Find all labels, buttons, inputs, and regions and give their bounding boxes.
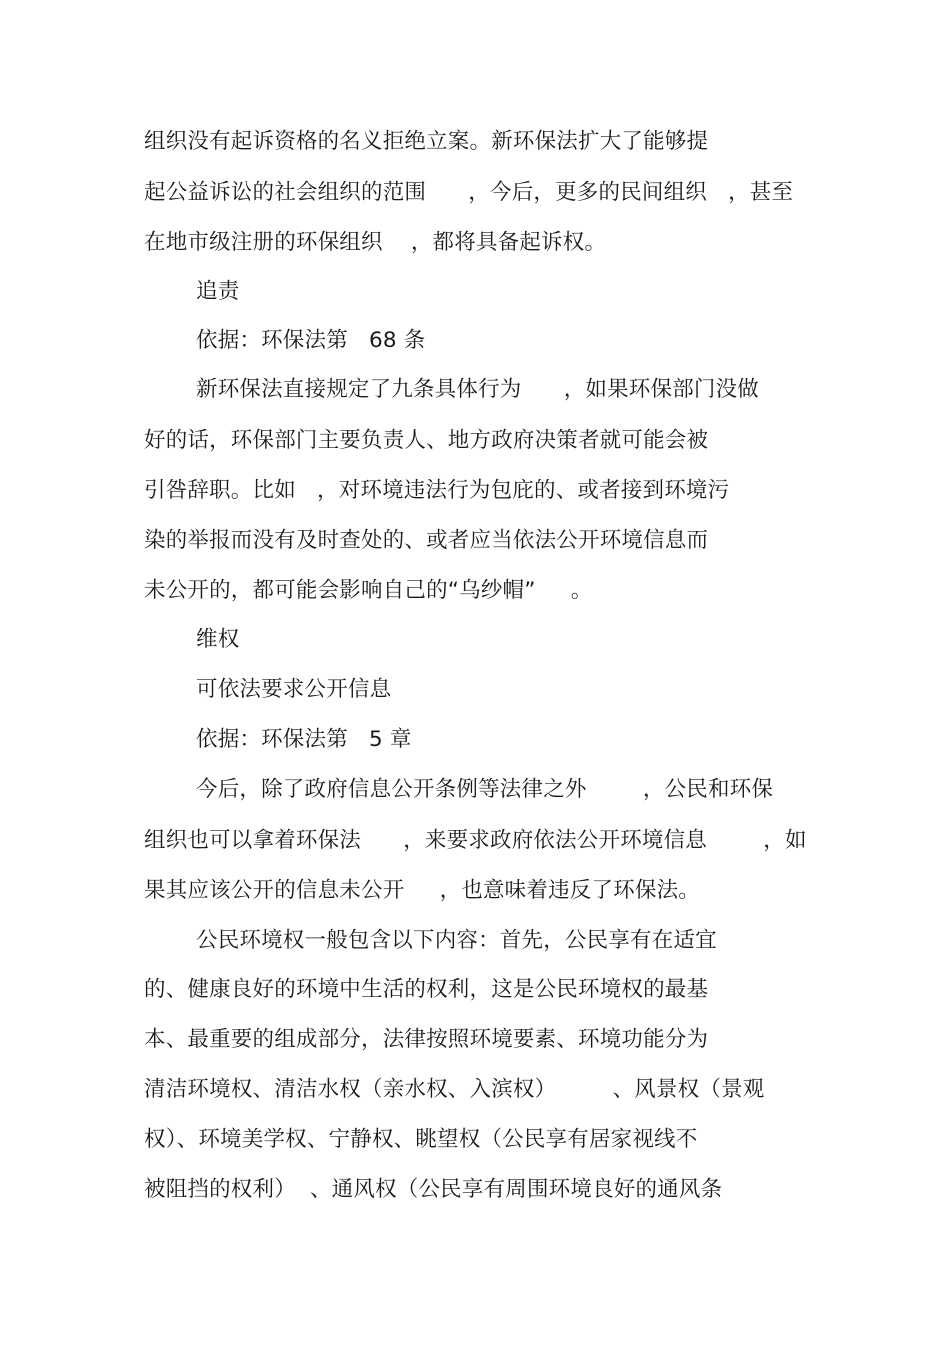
section-heading: 维权: [196, 627, 240, 652]
text-line: 清洁环境权、清洁水权（亲水权、入滨权） 、风景权（景观: [144, 1077, 765, 1102]
text-line: 的、健康良好的环境中生活的权利，这是公民环境权的最基: [144, 977, 709, 1002]
text-line: 染的举报而没有及时查处的、或者应当依法公开环境信息而: [144, 528, 709, 553]
text-line: 组织也可以拿着环保法 ，来要求政府依法公开环境信息 ，如: [144, 828, 807, 853]
legal-basis: 依据：环保法第 5 章: [196, 727, 412, 752]
text-line: 权）、环境美学权、宁静权、眺望权（公民享有居家视线不: [144, 1127, 698, 1152]
text-line: 公民环境权一般包含以下内容：首先，公民享有在适宜: [196, 928, 717, 953]
section-heading: 追责: [196, 279, 240, 304]
text-line: 引咎辞职。比如 ，对环境违法行为包庇的、或者接到环境污: [144, 478, 730, 503]
text-line: 今后，除了政府信息公开条例等法律之外 ，公民和环保: [196, 777, 774, 802]
text-line: 未公开的，都可能会影响自己的“乌纱帽” 。: [144, 578, 593, 603]
subsection-heading: 可依法要求公开信息: [196, 677, 392, 702]
text-line: 本、最重要的组成部分，法律按照环境要素、环境功能分为: [144, 1027, 709, 1052]
text-line: 果其应该公开的信息未公开 ，也意味着违反了环保法。: [144, 878, 700, 903]
text-line: 组织没有起诉资格的名义拒绝立案。新环保法扩大了能够提: [144, 129, 709, 154]
text-line: 起公益诉讼的社会组织的范围 ，今后，更多的民间组织 ，甚至: [144, 180, 794, 205]
legal-basis: 依据：环保法第 68 条: [196, 328, 426, 353]
text-line: 在地市级注册的环保组织 ，都将具备起诉权。: [144, 230, 607, 255]
text-line: 被阻挡的权利） 、通风权（公民享有周围环境良好的通风条: [144, 1177, 723, 1202]
text-line: 新环保法直接规定了九条具体行为 ，如果环保部门没做: [196, 377, 760, 402]
text-line: 好的话，环保部门主要负责人、地方政府决策者就可能会被: [144, 428, 709, 453]
